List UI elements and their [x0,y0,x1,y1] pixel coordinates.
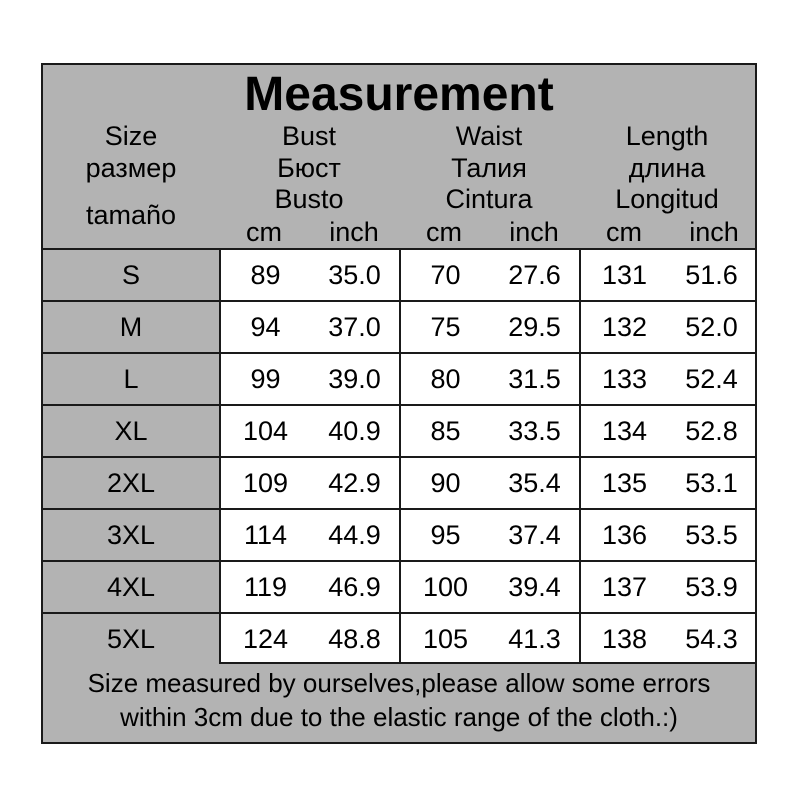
bust-header-es: Busto [274,184,344,214]
bust-cm-cell: 99 [250,363,281,394]
bust-inch-cell: 46.9 [328,571,381,602]
bust-group [219,406,399,456]
length-inch-cell: 53.9 [685,571,738,602]
waist-group [399,614,579,662]
size-cell: L [43,354,219,404]
waist-unit-inch: inch [509,217,559,247]
length-group [579,614,755,662]
waist-cm-cell: 75 [430,311,461,342]
bust-group [219,562,399,612]
size-cell: S [43,250,219,300]
length-group [579,458,755,508]
bust-group [219,302,399,352]
size-cell: M [43,302,219,352]
bust-unit-inch: inch [329,217,379,247]
waist-unit-cm: cm [426,217,462,247]
waist-inch-cell: 33.5 [508,415,561,446]
chart-title: Measurement [244,68,554,121]
length-inch-cell: 53.1 [685,467,738,498]
waist-inch-cell: 37.4 [508,519,561,550]
table-row [43,508,755,560]
size-header [43,121,219,232]
waist-header-ru: Талия [451,152,527,183]
length-inch-cell: 51.6 [685,259,738,290]
length-group [579,354,755,404]
table-row [43,248,755,300]
waist-group [399,562,579,612]
size-cell: 3XL [43,510,219,560]
bust-header-ru: Бюст [277,152,341,183]
waist-inch-cell: 31.5 [508,363,561,394]
size-cell: 4XL [43,562,219,612]
length-header [579,121,755,216]
measurement-table [43,248,755,664]
table-row [43,352,755,404]
waist-group [399,458,579,508]
waist-group [399,302,579,352]
waist-cm-cell: 70 [430,259,461,290]
size-header-es: tamaño [85,200,177,230]
waist-cm-cell: 95 [430,519,461,550]
length-cm-cell: 132 [601,311,648,342]
length-inch-cell: 52.4 [685,363,738,394]
length-header-es: Longitud [615,184,719,214]
bust-group [219,510,399,560]
bust-inch-cell: 44.9 [328,519,381,550]
bust-group [219,250,399,300]
waist-group [399,510,579,560]
waist-group [399,354,579,404]
bust-header [219,121,399,216]
bust-inch-cell: 37.0 [328,311,381,342]
table-row [43,612,755,664]
length-unit-inch: inch [689,217,739,247]
length-group [579,510,755,560]
length-unit-cm: cm [606,217,642,247]
length-cm-cell: 133 [601,363,648,394]
length-cm-cell: 131 [601,259,648,290]
length-cm-cell: 136 [601,519,648,550]
waist-inch-cell: 41.3 [508,623,561,654]
bust-inch-cell: 42.9 [328,467,381,498]
bust-cm-cell: 89 [250,259,281,290]
length-group [579,302,755,352]
waist-cm-cell: 80 [430,363,461,394]
size-chart [41,63,757,744]
bust-inch-cell: 39.0 [328,363,381,394]
length-group [579,250,755,300]
length-inch-cell: 53.5 [685,519,738,550]
table-row [43,560,755,612]
size-header-en: Size [104,121,158,151]
length-cm-cell: 138 [601,623,648,654]
waist-group [399,406,579,456]
waist-header [399,121,579,216]
bust-cm-cell: 104 [242,415,289,446]
length-header-ru: длина [628,152,706,183]
length-cm-cell: 137 [601,571,648,602]
size-cell: 2XL [43,458,219,508]
bust-cm-cell: 119 [243,571,288,602]
length-cm-cell: 135 [601,467,648,498]
size-header-ru: размер [85,152,177,183]
waist-inch-cell: 27.6 [508,259,561,290]
length-inch-cell: 52.0 [685,311,738,342]
length-group [579,406,755,456]
bust-header-en: Bust [281,121,337,151]
length-inch-cell: 52.8 [685,415,738,446]
waist-header-en: Waist [455,121,523,151]
length-header-en: Length [625,121,709,151]
bust-cm-cell: 124 [242,623,289,654]
bust-cm-cell: 109 [242,467,289,498]
bust-cm-cell: 94 [250,311,281,342]
bust-inch-cell: 35.0 [328,259,381,290]
disclaimer-line-2: within 3cm due to the elastic range of the cloth.:) [120,702,678,732]
disclaimer-note [43,666,755,734]
waist-cm-cell: 85 [430,415,461,446]
disclaimer-line-1: Size measured by ourselves,please allow some errors [87,668,711,698]
waist-inch-cell: 29.5 [508,311,561,342]
waist-inch-cell: 39.4 [508,571,561,602]
size-cell: 5XL [43,614,219,664]
length-group [579,562,755,612]
bust-group [219,458,399,508]
bust-group [219,614,399,662]
waist-cm-cell: 90 [430,467,461,498]
bust-group [219,354,399,404]
bust-inch-cell: 40.9 [328,415,381,446]
waist-inch-cell: 35.4 [508,467,561,498]
waist-cm-cell: 105 [422,623,469,654]
waist-group [399,250,579,300]
bust-cm-cell: 114 [243,519,288,550]
table-row [43,300,755,352]
bust-inch-cell: 48.8 [328,623,381,654]
size-cell: XL [43,406,219,456]
waist-header-es: Cintura [445,184,533,214]
bust-unit-cm: cm [246,217,282,247]
table-row [43,404,755,456]
waist-cm-cell: 100 [422,571,469,602]
length-inch-cell: 54.3 [685,623,738,654]
length-cm-cell: 134 [601,415,648,446]
table-row [43,456,755,508]
